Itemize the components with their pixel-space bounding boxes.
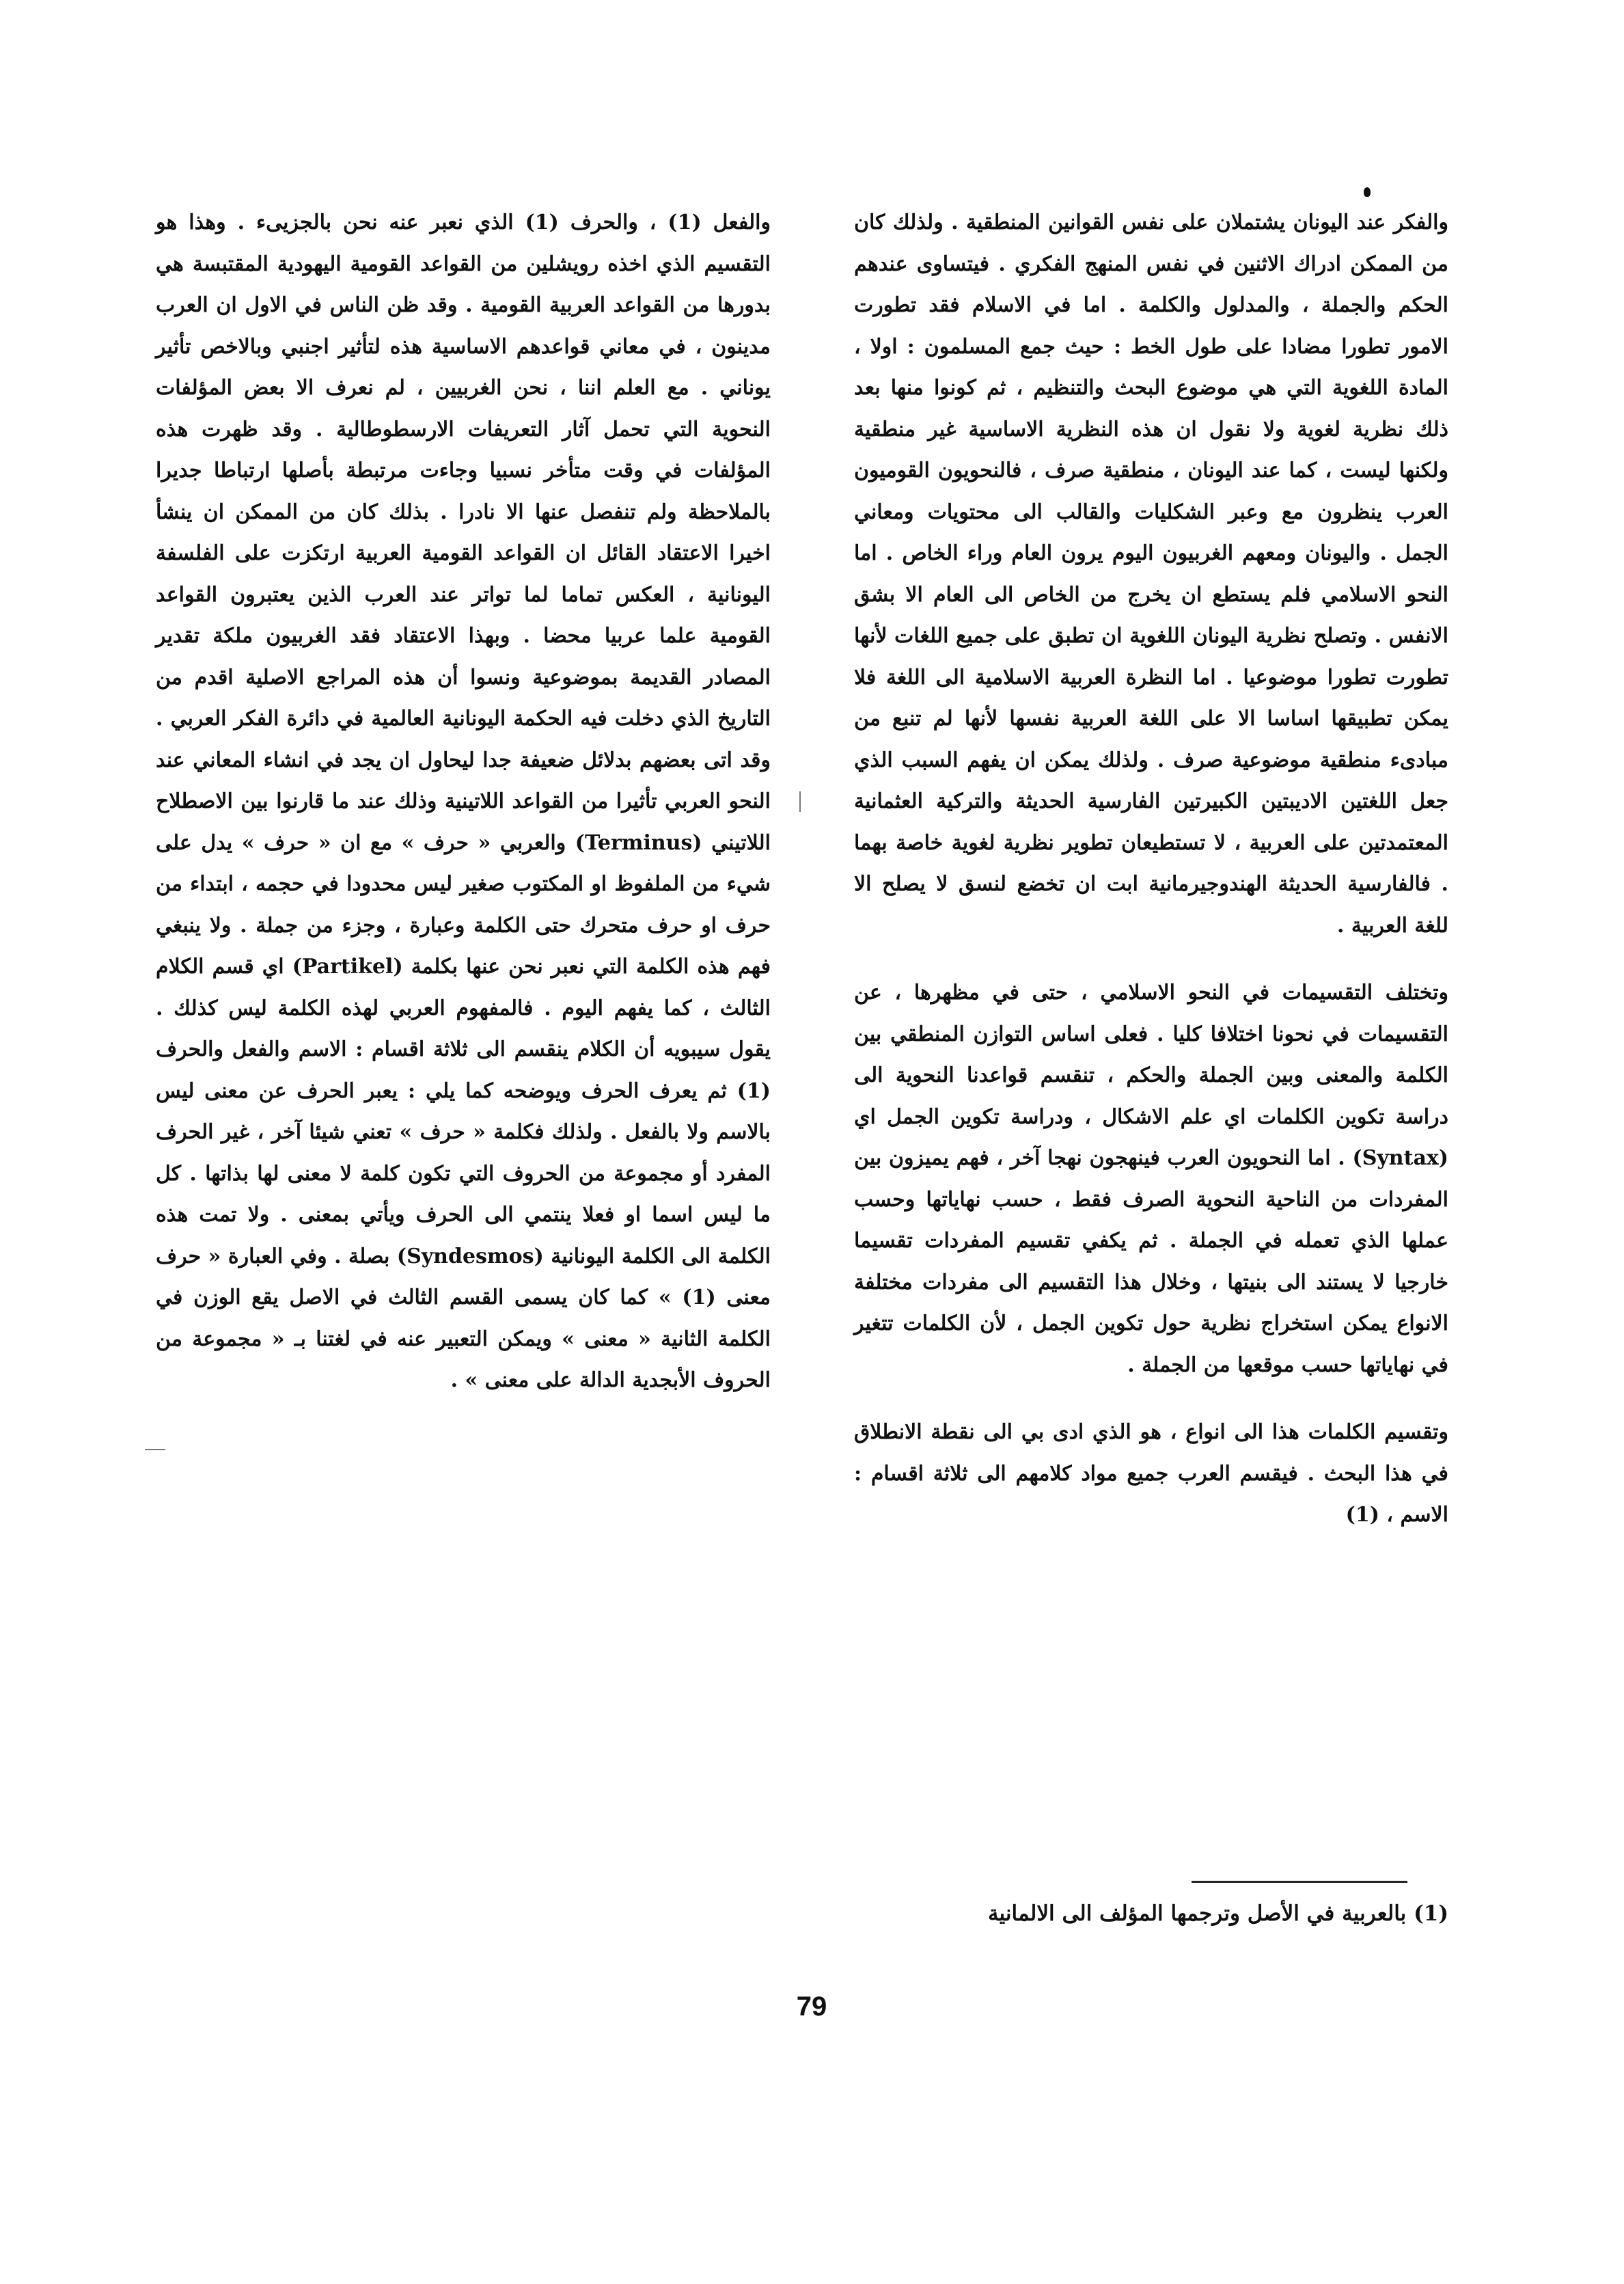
right-paragraph-1: والفكر عند اليونان يشتملان على نفس القوانين المنطقية . ولذلك كان من الممكن ادراك الاثنين في نفس المنهج الفكري . فيتساوى عندهم الحكم والجملة ، والمدلول والكلمة . اما في الاسلام فقد تطورت الامور تطورا مضادا على طول الخط : حيث جمع المسلمون : اولا ، المادة اللغوية التي هي موضوع البحث والتنظيم ، ثم كونوا منها بعد ذلك نظرية لغوية ولا نقول ان هذه النظرية الاساسية غير منطقية ولكنها ليست ، كما عند اليونان ، منطقية صرف ، فالنحويون القوميون العرب ينظرون مع وعبر الشكليات والقالب الى محتويات ومعاني الجمل . واليونان ومعهم الغربيون اليوم يرون العام وراء الخاص . اما النحو الاسلامي فلم يستطع ان يخرج من الخاص الى العام الا بشق الانفس . وتصلح نظرية اليونان اللغوية ان تطبق على جميع اللغات لأنها تطورت تطورا موضوعيا . اما النظرة العربية الاسلامية الى اللغة فلا يمكن تطبيقها اساسا الا على اللغة العربية نفسها لأنها لم تنبع من مبادىء منطقية موضوعية صرف . ولذلك يمكن ان يفهم السبب الذي جعل اللغتين الاديبتين الكبيرتين الفارسية الحديثة والتركية العثمانية المعتمدتين على العربية ، لا تستطيعان تطوير نظرية لغوية خاصة بهما . فالفارسية الحديثة الهندوجيرمانية ابت ان تخضع لنسق لا يصلح الا للغة العربية . — [854, 210, 1448, 938]
margin-mark — [799, 791, 801, 812]
right-paragraph-3: وتقسيم الكلمات هذا الى انواع ، هو الذي ادى بي الى نقطة الانطلاق في هذا البحث . فيقسم العرب جميع مواد كلامهم الى ثلاثة اقسام : الاسم ، (1) — [854, 1420, 1448, 1527]
bullet-mark — [1364, 187, 1371, 197]
footnote-divider — [1192, 1881, 1407, 1883]
left-paragraph-1: والفعل (1) ، والحرف (1) الذي نعبر عنه نحن بالجزيىء . وهذا هو التقسيم الذي اخذه رويشلين من القواعد القومية اليهودية المقتبسة هي بدورها من القواعد العربية القومية . وقد ظن الناس في الاول ان العرب مدينون ، في معاني قواعدهم الاساسية هذه لتأثير اجنبي وبالاخص تأثير يوناني . مع العلم اننا ، نحن الغربيين ، لم نعرف الا بعض المؤلفات النحوية التي تحمل آثار التعريفات الارسطوطالية . وقد ظهرت هذه المؤلفات في وقت متأخر نسبيا وجاءت مرتبطة بأصلها ارتباطا جديرا بالملاحظة ولم تنفصل عنها الا نادرا . بذلك كان من الممكن ان ينشأ اخيرا الاعتقاد القائل ان القواعد القومية العربية ارتكزت على الفلسفة اليونانية ، العكس تماما لما تواتر عند العرب الذين يعتبرون القواعد القومية علما عربيا محضا . وبهذا الاعتقاد فقد الغربيون ملكة تقدير المصادر القديمة بموضوعية ونسوا أن هذه المراجع الاصلية اقدم من التاريخ الذي دخلت فيه الحكمة اليونانية العالمية في دائرة الفكر العربي . وقد اتى بعضهم بدلائل ضعيفة جدا ليحاول ان يجد في انشاء المعاني عند النحو العربي تأثيرا من القواعد اللاتينية وذلك عند ما قارنوا بين الاصطلاح اللاتيني (Terminus) والعربي « حرف » مع ان « حرف » يدل على شيء من الملفوظ او المكتوب صغير ليس محدودا في حجمه ، ابتداء من حرف او حرف متحرك حتى الكلمة وعبارة ، وجزء من جملة . ولا ينبغي فهم هذه الكلمة التي نعبر نحن عنها بكلمة (Partikel) اي قسم الكلام الثالث ، كما يفهم اليوم . فالمفهوم العربي لهذه الكلمة ليس كذلك . يقول سيبويه أن الكلام ينقسم الى ثلاثة اقسام : الاسم والفعل والحرف (1) ثم يعرف الحرف ويوضحه كما يلي : يعبر الحرف عن معنى ليس بالاسم ولا بالفعل . ولذلك فكلمة « حرف » تعني شيئا آخر ، غير الحرف المفرد أو مجموعة من الحروف التي تكون كلمة لا معنى لها بذاتها . كل ما ليس اسما او فعلا ينتمي الى الحرف ويأتي بمعنى . ولا تمت هذه الكلمة الى الكلمة اليونانية (Syndesmos) بصلة . وفي العبارة « حرف معنى (1) » كما كان يسمى القسم الثالث في الاصل يقع الوزن في الكلمة الثانية « معنى » ويمكن التعبير عنه في لغتنا بـ « مجموعة من الحروف الأبجدية الدالة على معنى » . — [156, 210, 771, 1392]
right-paragraph-2: وتختلف التقسيمات في النحو الاسلامي ، حتى في مظهرها ، عن التقسيمات في نحونا اختلافا كليا . فعلى اساس التوازن المنطقي بين الكلمة والمعنى وبين الجملة والحكم ، تنقسم قواعدنا النحوية الى دراسة تكوين الكلمات اي علم الاشكال ، ودراسة تكوين الجمل اي (Syntax) . اما النحويون العرب فينهجون نهجا آخر ، فهم يميزون بين المفردات من الناحية النحوية الصرف فقط ، حسب نهاياتها وحسب عملها الذي تعمله في الجملة . ثم يكفي تقسيم المفردات تقسيما خارجيا لا يستند الى بنيتها ، وخلال هذا التقسيم الى مفردات مختلفة الانواع يمكن استخراج نظرية حول تكوين الجمل ، لأن الكلمات تتغير في نهاياتها حسب موقعها من الجملة . — [854, 981, 1448, 1377]
margin-mark — [145, 1449, 165, 1450]
right-column — [854, 202, 1448, 1562]
footnote: (1) بالعربية في الأصل وترجمها المؤلف الى الالمانية — [987, 1901, 1448, 1926]
page-number: 79 — [796, 1991, 827, 2022]
left-column — [156, 202, 771, 1428]
